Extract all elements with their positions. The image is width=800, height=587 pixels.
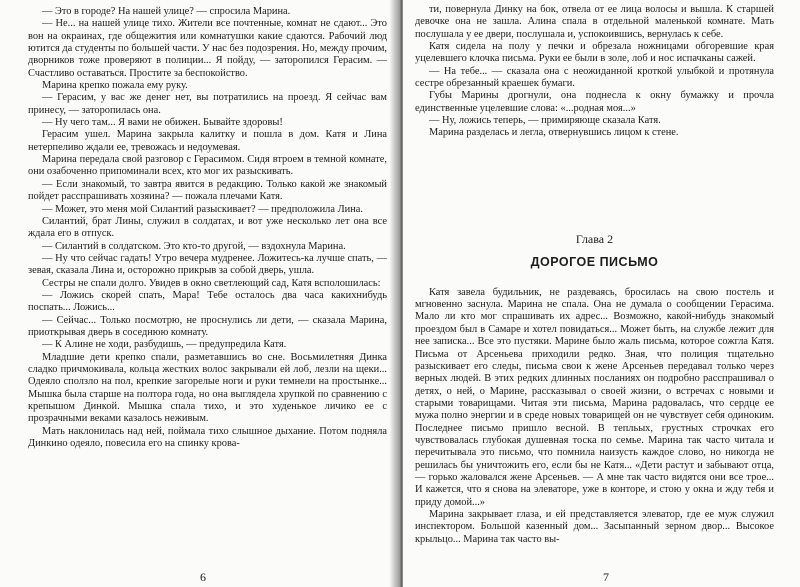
paragraph: — Ну, ложись теперь, — примиряюще сказала Катя.: [429, 115, 661, 127]
paragraph: — Ну чего там... Я вами не обижен. Бывайте здоровы!: [42, 117, 283, 129]
paragraph: — На тебе... — сказала она с неожиданной кроткой улыбкой и протянула сестре обрезанный краешек бумаги.: [415, 65, 774, 90]
right-page-top-text: [415, 4, 774, 140]
chapter-number: Глава 2: [575, 231, 614, 246]
paragraph: Силантий, брат Лины, служил в солдатах, и вот уже несколько лет она все ждала его в отпуск.: [28, 215, 387, 240]
paragraph: — Силантий в солдатском. Это кто-то другой, — вздохнула Марина.: [42, 240, 346, 252]
paragraph: — Не... на нашей улице тихо. Жители все почтенные, комнат не сдают... Это вон на окраинах, где общежития или комнатушки какие сдаются. Рабочий люд ютится да студенты по большей части. У нас без подозрения. Но, между прочим, дворников тоже проверяют в полиции... Я пойду, — заторопился Герасим. — Счастливо оставаться. Простите за беспокойство.: [28, 18, 388, 79]
paragraph: Губы Марины дрогнули, она поднесла к окну бумажку и прочла единственные уцелевшие слова: «...родная моя...»: [415, 90, 774, 114]
paragraph: Мать наклонилась над ней, поймала тихо слышное дыхание. Потом подняла Динкино одеяло, повесила его на спинку крова-: [28, 425, 387, 450]
right-page: [403, 0, 800, 587]
paragraph: ти, повернула Динку на бок, отвела от ее лица волосы и вышла. К старшей девочке она не зашла. Алина спала в отдельной маленькой комнате. Мать послушала у ее двери, послушала и, успокоившись, вернулась к себе.: [415, 4, 774, 40]
paragraph: — Сейчас... Только посмотрю, не проснулись ли дети, — сказала Марина, приоткрывая дверь в соседнюю комнату.: [28, 314, 387, 338]
paragraph: — Это в городе? На нашей улице? — спросила Марина.: [42, 6, 291, 17]
left-page-text: [28, 6, 387, 450]
paragraph: — Если знакомый, то завтра явится в редакцию. Только какой же знакомый пойдет расспрашивать хозяина? — пожала плечами Катя.: [28, 178, 387, 203]
paragraph: Младшие дети крепко спали, разметавшись во сне. Восьмилетняя Динка сладко причмокивала, кольца жестких волос закрывали ей лоб, лезли на щеки... Одеяло сползло на пол, крепкие загорелые ноги и руки темнели на простынке... Мышка была старше на полтора года, но она выглядела хрупкой по сравнению с крепышом Динкой. Мышка спала тихо, и это худенькое личико ее с прозрачными веками казалось неживым.: [28, 351, 387, 425]
right-page-number: 7: [603, 570, 609, 584]
left-page: [0, 0, 397, 587]
paragraph: Катя сидела на полу у печки и обрезала ножницами обгоревшие края уцелевшего клочка письма. Руки ее были в золе, лоб и нос испачканы сажей.: [415, 41, 774, 65]
paragraph: — Ну что сейчас гадать! Утро вечера мудренее. Ложитесь-ка лучше спать, — зевая, сказала Лина и, осторожно прикрыв за собой дверь, ушла.: [28, 252, 387, 277]
chapter-text: [415, 287, 774, 546]
left-page-number: 6: [200, 570, 206, 584]
paragraph: Сестры не спали долго. Увидев в окно светлеющий сад, Катя всполошилась:: [42, 277, 381, 289]
paragraph: — Может, это меня мой Силантий разыскивает? — предположила Лина.: [42, 203, 363, 215]
paragraph: — Герасим, у вас же денег нет, вы потратились на проезд. Я сейчас вам принесу, — заторопилась она.: [28, 92, 387, 116]
paragraph: Марина крепко пожала ему руку.: [42, 80, 188, 92]
chapter-heading: [415, 232, 774, 269]
paragraph: Катя завела будильник, не раздеваясь, бросилась на свою постель и мгновенно заснула. Марина не спала. Она не думала о сообщении Герасима. Мало ли кто мог спрашивать их адрес... Возможно, какой-нибудь знакомый проездом был в Самаре и хотел повидаться... Может быть, на службе лежит для нее записка... Все это пустяки. Марине было жаль письма, которое сожгла Катя. Письма от Арсеньева приходили редко. Зная, что полиция тщательно разыскивает его следы, письма свои к жене Арсеньев передавал только через верных людей. В этих редких длинных посланиях он подробно расспрашивал о детях, о ней, о Марине, рассказывал о своей жизни, о встречах с новыми и старыми товарищами. Читая эти письма, Марина радовалась, что сердце ее мужа полно энергии и в среде новых товарищей он не чувствует себя одиноким. Последнее письмо пришло весной. В тепльых, грустных строчках его чувствовалась глубокая душевная тоска по семье. Марина так часто читала и перечитывала это письмо, что помнила наизусть каждое слово, но никогда не решилась бы уничтожить его, если бы не Катя... «Дети растут и забывают отца, — горько жаловался жене Арсеньев. — А мне так часто видятся они все трое... И кажется, что я снова на элеваторе, уже в конторе, и стою у окна и жду тебя и приду домой...»: [415, 286, 774, 508]
paragraph: — К Алине не ходи, разбудишь, — предупредила Катя.: [42, 339, 287, 351]
paragraph: Марина передала свой разговор с Герасимом. Сидя втроем в темной комнате, они озабоченно припоминали всех, кто мог их разыскивать.: [28, 154, 387, 178]
paragraph: Марина разделась и легла, отвернувшись лицом к стене.: [429, 127, 679, 139]
paragraph: Марина закрывает глаза, и ей представляется элеватор, где ее муж служил инспектором. Большой казенный дом... Засыпанный зерном двор... Высокое крыльцо... Марина так часто вы-: [415, 508, 774, 545]
chapter-title: ДОРОГОЕ ПИСЬМО: [530, 254, 659, 269]
paragraph: — Ложись скорей спать, Мара! Тебе осталось два часа какихнибудь поспать... Ложись...: [28, 289, 387, 314]
paragraph: Герасим ушел. Марина закрыла калитку и пошла в дом. Катя и Лина нетерпеливо ждали ее, тревожась и недоумевая.: [28, 129, 387, 153]
